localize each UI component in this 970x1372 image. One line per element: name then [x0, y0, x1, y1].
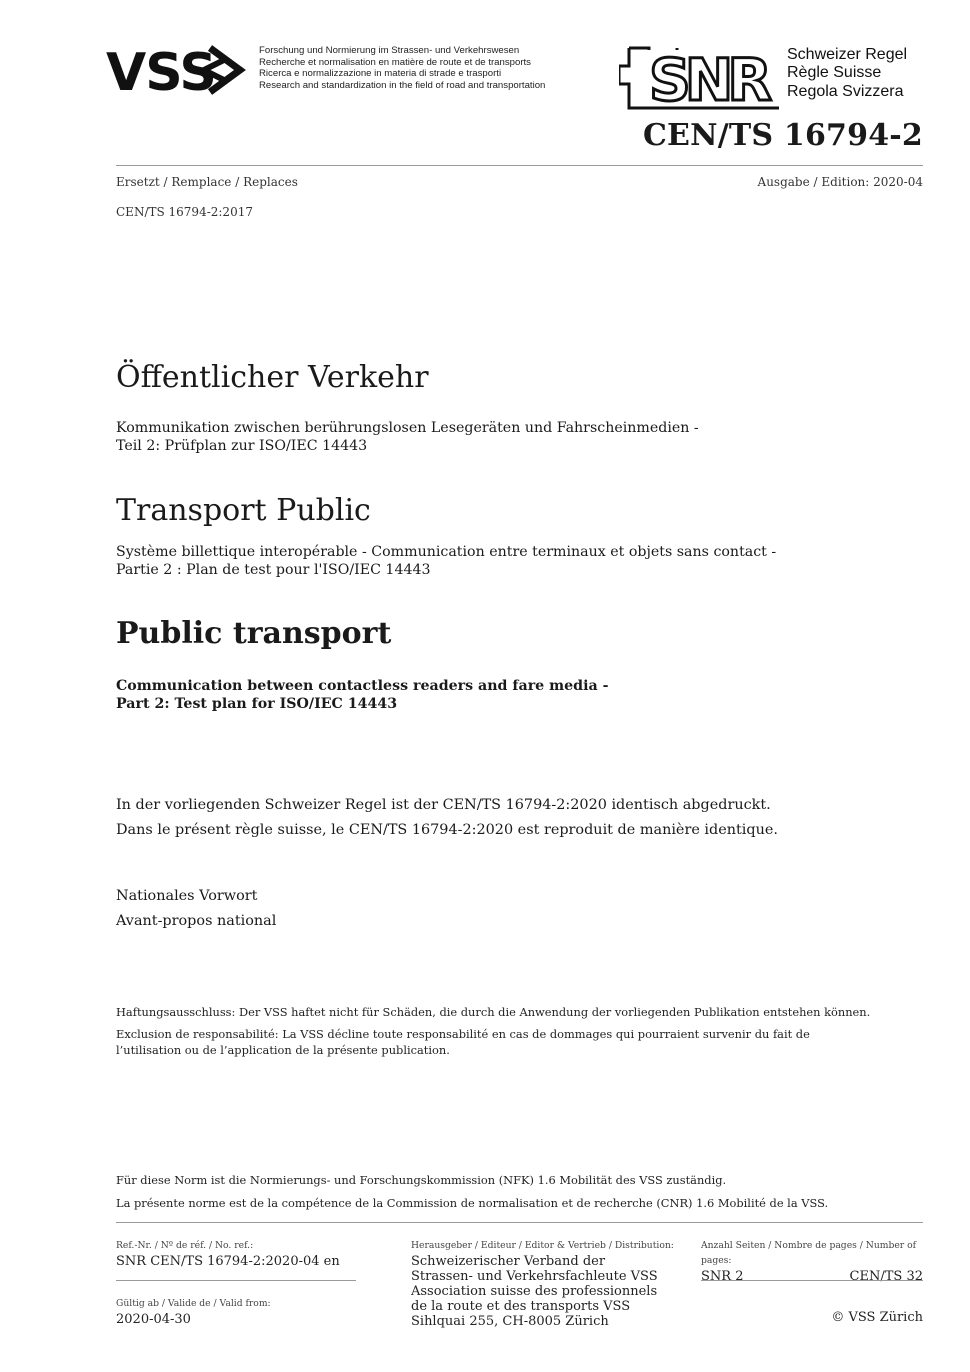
- disclaimer-german: Haftungsausschluss: Der VSS haftet nicht für Schäden, die durch die Anwendung der vorliegenden Publikation entstehen können.: [116, 1005, 871, 1019]
- page-count-label: Anzahl Seiten / Nombre de pages / Number of pages:: [701, 1240, 917, 1266]
- page-count-block: [701, 1238, 923, 1284]
- tagline-fr: Recherche et normalisation en matière de route et de transports: [259, 56, 531, 68]
- copyright: © VSS Zürich: [831, 1310, 923, 1325]
- snr-logo-text: SNR: [649, 46, 766, 112]
- reference-number-block: [116, 1238, 356, 1269]
- tagline-en: Research and standardization in the field of road and transportation: [259, 79, 546, 91]
- title-german: Öffentlicher Verkehr: [116, 360, 429, 395]
- subtitle-english-line: Part 2: Test plan for ISO/IEC 14443: [116, 696, 398, 712]
- subtitle-german: [116, 419, 699, 455]
- publisher-line: Schweizerischer Verband der: [411, 1254, 606, 1269]
- subtitle-english: [116, 677, 609, 713]
- vss-logo: [106, 42, 252, 98]
- subtitle-french-line: Système billettique interopérable - Communication entre terminaux et objets sans contact -: [116, 544, 777, 560]
- page-count-row: [701, 1269, 923, 1284]
- valid-from-value: 2020-04-30: [116, 1312, 191, 1327]
- national-foreword: [116, 884, 276, 934]
- identical-statement-fr: Dans le présent règle suisse, le CEN/TS 16794-2:2020 est reproduit de manière identique.: [116, 822, 778, 838]
- identical-statement-de: In der vorliegenden Schweizer Regel ist der CEN/TS 16794-2:2020 identisch abgedruckt.: [116, 797, 771, 813]
- publisher-line: Strassen- und Verkehrsfachleute VSS: [411, 1269, 658, 1284]
- snr-tagline-it: Regola Svizzera: [787, 82, 904, 100]
- snr-logo: [619, 46, 781, 112]
- vss-tagline: [259, 45, 545, 91]
- publisher-line: Association suisse des professionnels: [411, 1284, 658, 1299]
- snr-tagline-fr: Règle Suisse: [787, 64, 882, 82]
- page-count-snr: SNR 2: [701, 1269, 744, 1284]
- document-number: CEN/TS 16794-2: [642, 118, 923, 153]
- edition-label: Ausgabe / Edition: 2020-04: [757, 175, 923, 189]
- valid-from-label: Gültig ab / Valide de / Valid from:: [116, 1298, 271, 1309]
- committee-statement: [116, 1169, 828, 1214]
- reference-number-value: SNR CEN/TS 16794-2:2020-04 en: [116, 1254, 340, 1269]
- disclaimer-french: Exclusion de responsabilité: La VSS décline toute responsabilité en cas de dommages qui pourraient survenir du fait de l’utilisation ou de l’application de la présente publication.: [116, 1027, 810, 1057]
- title-english: Public transport: [116, 616, 392, 651]
- snr-tagline-de: Schweizer Regel: [787, 46, 908, 63]
- page-count-cen: CEN/TS 32: [849, 1269, 923, 1284]
- valid-from-block: [116, 1296, 271, 1327]
- tagline-it: Ricerca e normalizzazione in materia di strade e trasporti: [259, 68, 502, 80]
- subtitle-english-line: Communication between contactless readers and fare media -: [116, 678, 609, 694]
- subtitle-french: [116, 543, 776, 579]
- publisher-label: Herausgeber / Editeur / Editor & Vertrieb / Distribution:: [411, 1240, 674, 1251]
- replaces-value: CEN/TS 16794-2:2017: [116, 205, 253, 219]
- footer-left-divider: [116, 1280, 356, 1281]
- footer-right-divider: [701, 1280, 923, 1281]
- foreword-fr: Avant-propos national: [116, 913, 277, 929]
- identical-statement: [116, 793, 778, 843]
- snr-tagline: [787, 46, 907, 101]
- publisher-line: Sihlquai 255, CH-8005 Zürich: [411, 1314, 609, 1329]
- footer-divider: [116, 1222, 923, 1223]
- publisher-line: de la route et des transports VSS: [411, 1299, 631, 1314]
- title-french: Transport Public: [116, 493, 371, 528]
- subtitle-french-line: Partie 2 : Plan de test pour l'ISO/IEC 14443: [116, 562, 431, 578]
- tagline-de: Forschung und Normierung im Strassen- und Verkehrswesen: [259, 45, 520, 56]
- publisher-block: [411, 1238, 681, 1329]
- header-divider: [116, 165, 923, 166]
- reference-number-label: Ref.-Nr. / Nº de réf. / No. ref.:: [116, 1240, 254, 1251]
- subtitle-german-line: Teil 2: Prüfplan zur ISO/IEC 14443: [116, 438, 368, 454]
- vss-logo-text: VSS: [106, 43, 216, 98]
- committee-fr: La présente norme est de la compétence de la Commission de normalisation et de recherche (CNR) 1.6 Mobilité de la VSS.: [116, 1195, 829, 1210]
- replaces-label: Ersetzt / Remplace / Replaces: [116, 175, 298, 189]
- foreword-de: Nationales Vorwort: [116, 888, 258, 904]
- subtitle-german-line: Kommunikation zwischen berührungslosen Lesegeräten und Fahrscheinmedien -: [116, 420, 699, 436]
- committee-de: Für diese Norm ist die Normierungs- und Forschungskommission (NFK) 1.6 Mobilität des VSS zuständig.: [116, 1173, 727, 1187]
